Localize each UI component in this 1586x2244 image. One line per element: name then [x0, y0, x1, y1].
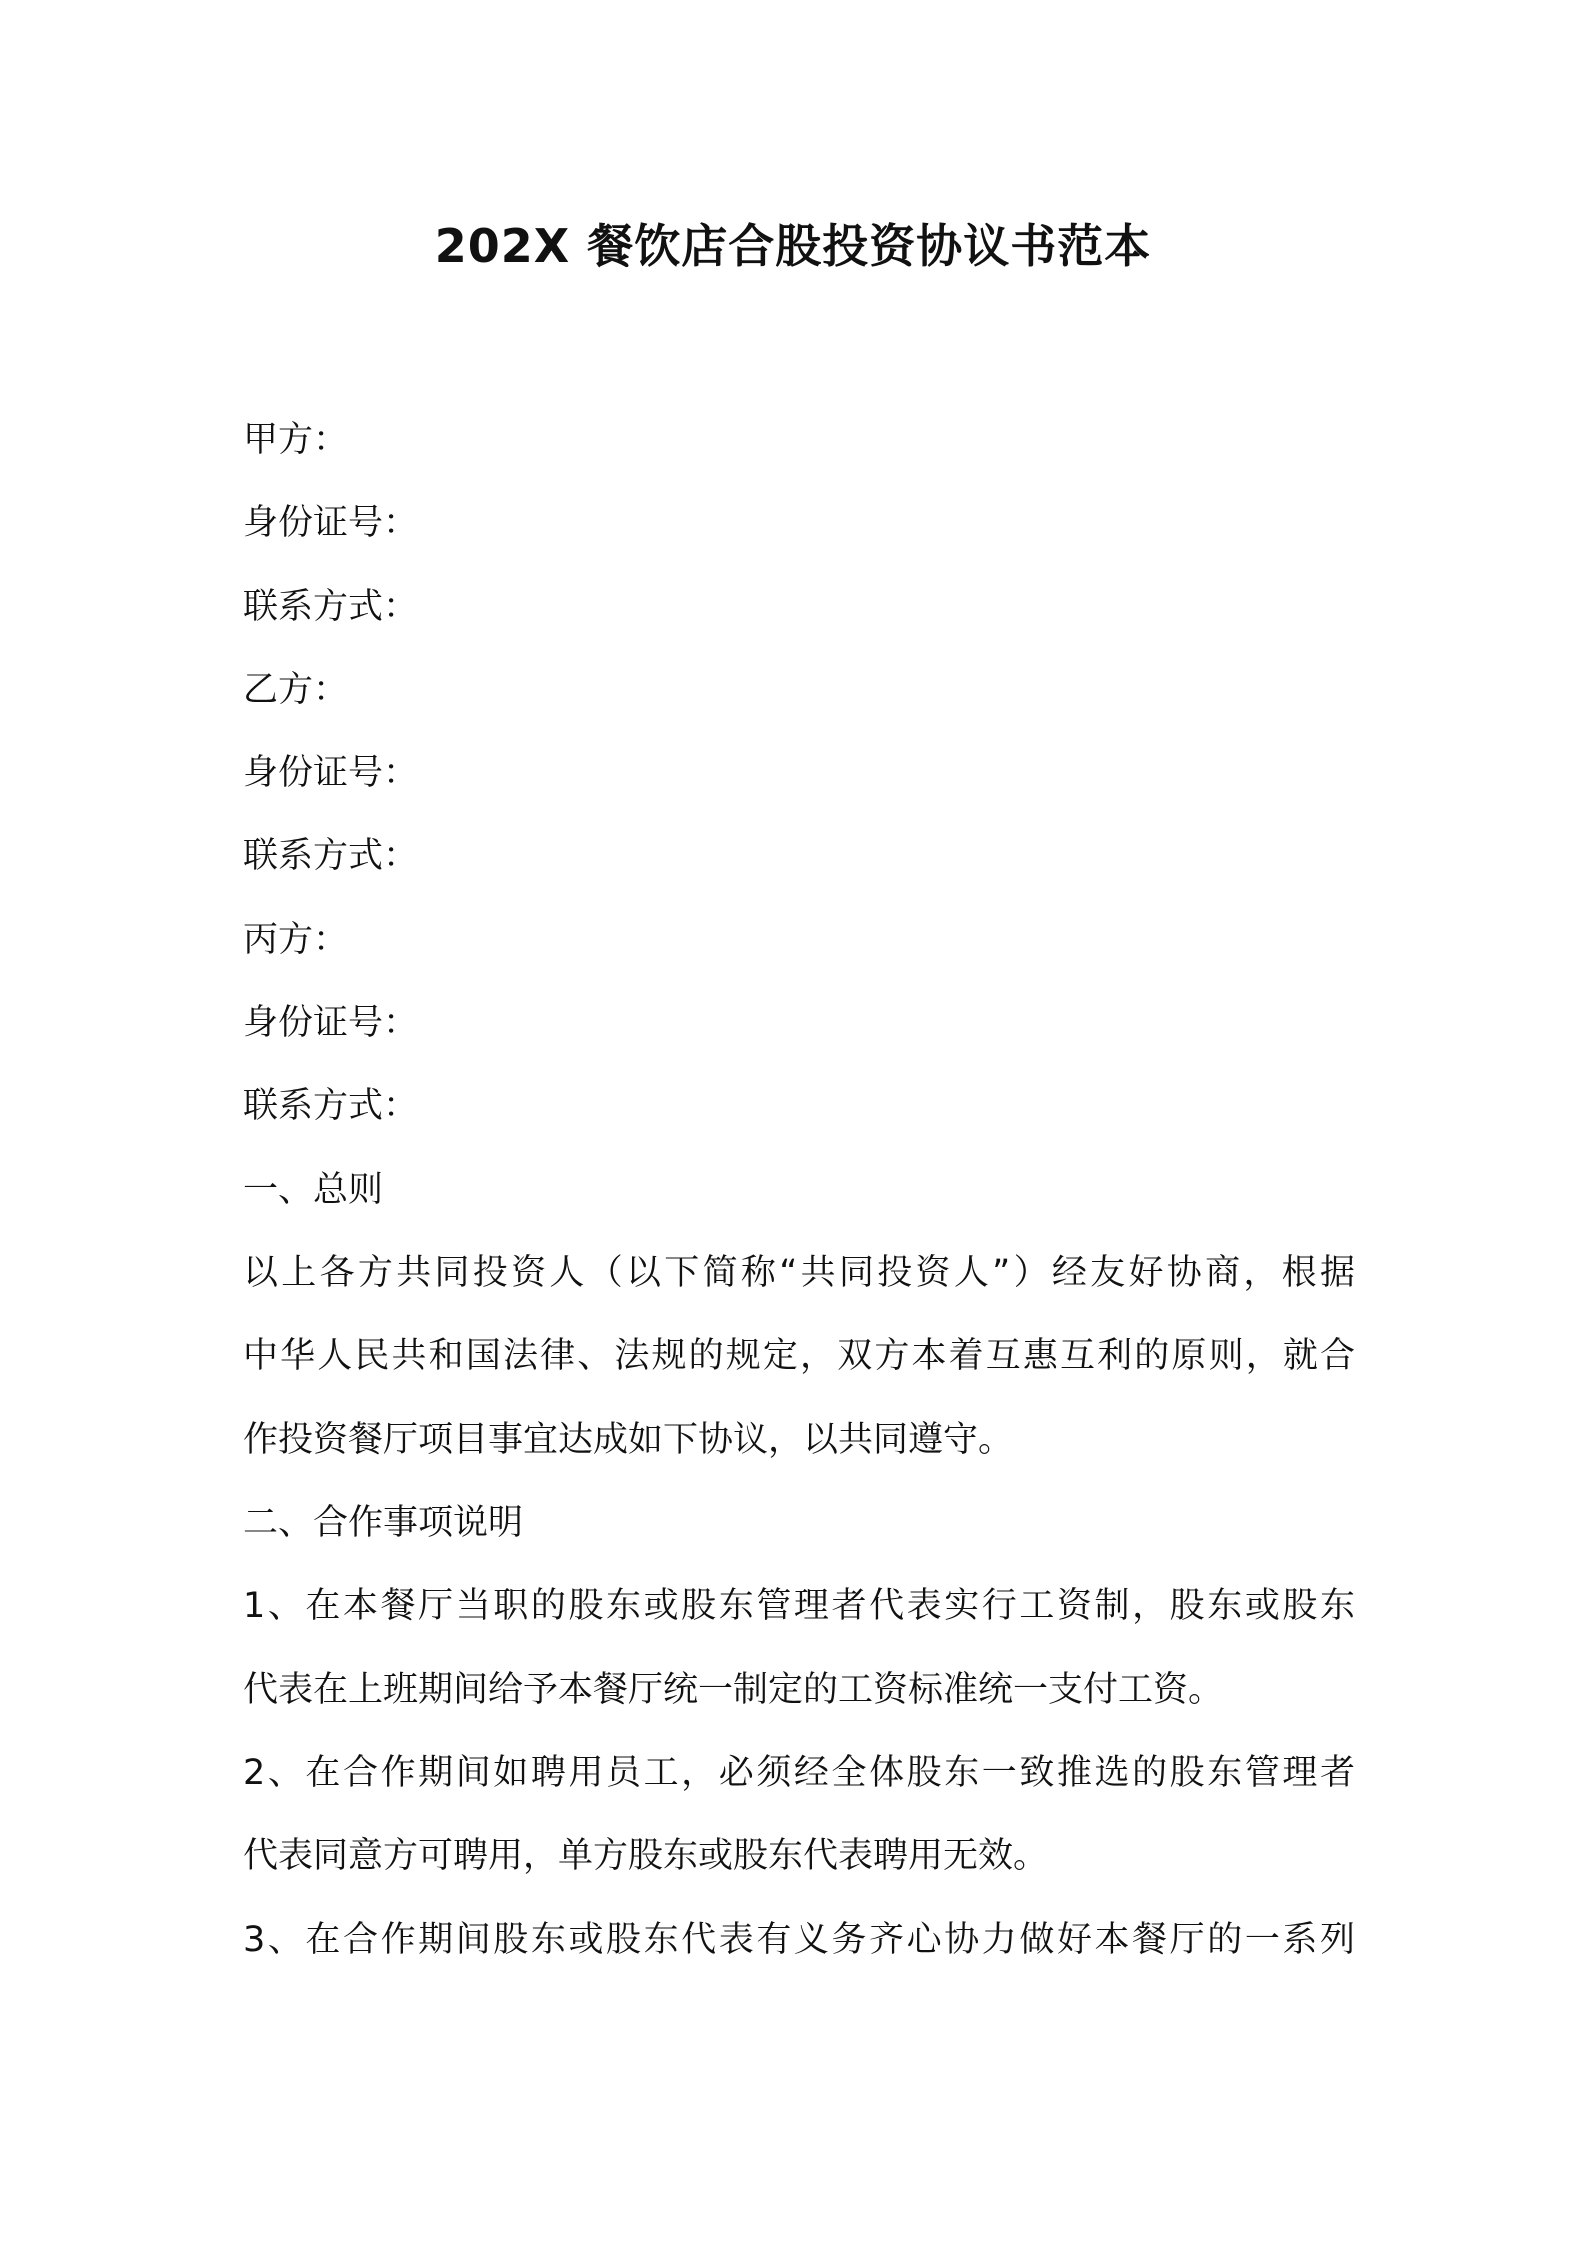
paragraph-line: 作投资餐厅项目事宜达成如下协议，以共同遵守。 [243, 1420, 1014, 1460]
section-heading-cooperation: 二、合作事项说明 [243, 1503, 524, 1543]
party-a-contact-label: 联系方式： [243, 587, 419, 627]
party-c-label: 丙方： [243, 920, 349, 960]
party-a-label: 甲方： [243, 420, 349, 460]
section-heading-general: 一、总则 [243, 1170, 384, 1210]
paragraph-line: 2、在合作期间如聘用员工，必须经全体股东一致推选的股东管理者 [243, 1753, 1355, 1793]
party-b-id-label: 身份证号： [243, 753, 419, 793]
paragraph-line: 1、在本餐厅当职的股东或股东管理者代表实行工资制，股东或股东 [243, 1586, 1355, 1626]
party-a-id-label: 身份证号： [243, 503, 419, 543]
party-c-contact-label: 联系方式： [243, 1086, 419, 1126]
document-title: 202X 餐饮店合股投资协议书范本 [434, 219, 1152, 273]
paragraph-line: 中华人民共和国法律、法规的规定，双方本着互惠互利的原则，就合 [243, 1336, 1355, 1376]
paragraph-line: 代表同意方可聘用，单方股东或股东代表聘用无效。 [243, 1836, 1049, 1876]
party-c-id-label: 身份证号： [243, 1003, 419, 1043]
party-b-label: 乙方： [243, 670, 349, 710]
paragraph-line: 以上各方共同投资人（以下简称“共同投资人”）经友好协商，根据 [243, 1253, 1355, 1293]
party-b-contact-label: 联系方式： [243, 836, 419, 876]
paragraph-line: 3、在合作期间股东或股东代表有义务齐心协力做好本餐厅的一系列 [243, 1920, 1355, 1960]
paragraph-line: 代表在上班期间给予本餐厅统一制定的工资标准统一支付工资。 [243, 1670, 1224, 1710]
